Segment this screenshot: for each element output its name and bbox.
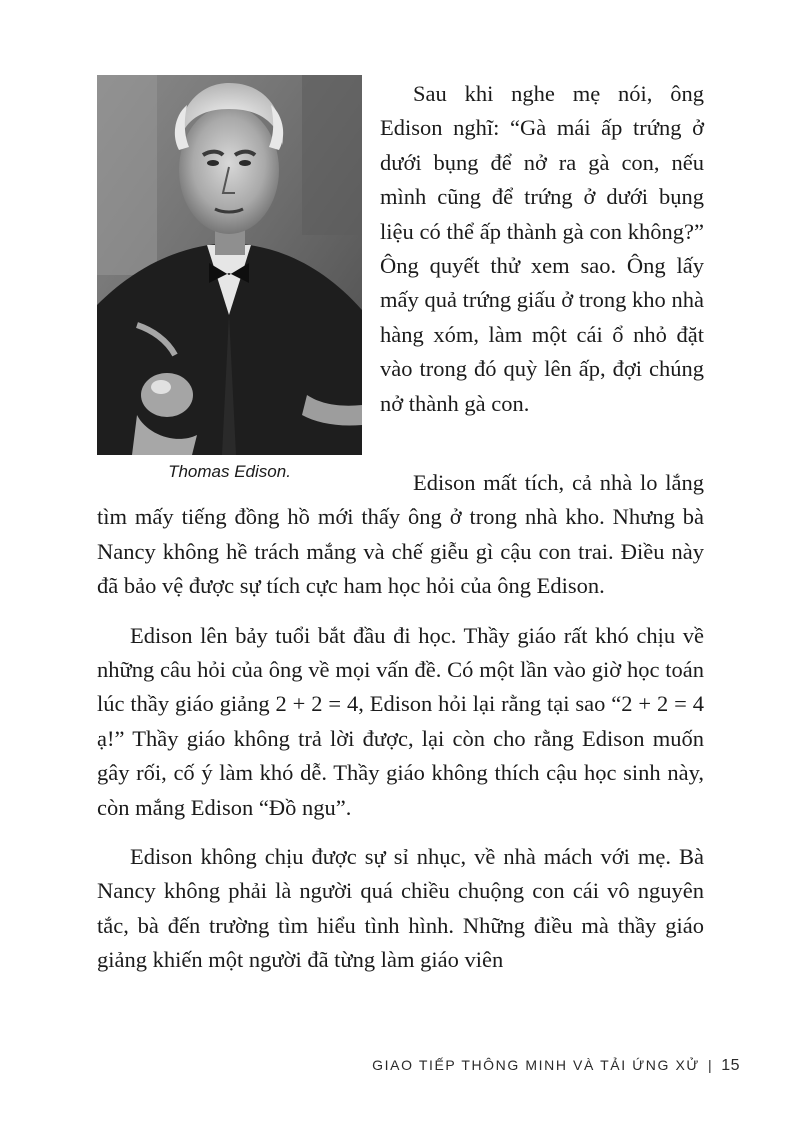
paragraph: Edison mất tích, cả nhà lo lắng tìm mấy tiếng đồng hồ mới thấy ông ở trong nhà kho. Nhưng bà Nancy không hề trách mắng và chế giễu gì cậu con trai. Điều này đã bảo vệ được sự tích cực ham học hỏi của ông Edison. [97,470,704,599]
footer-separator: | [707,1057,714,1073]
side-text-column [380,77,704,421]
portrait-photo [97,75,362,455]
paragraph: Sau khi nghe mẹ nói, ông Edison nghĩ: “Gà mái ấp trứng ở dưới bụng để nở ra gà con, nếu mình cũng để trứng ở dưới bụng liệu có thể ấp thành gà con không?” Ông quyết thử xem sao. Ông lấy mấy quả trứng giấu ở trong kho nhà hàng xóm, làm một cái ổ nhỏ đặt vào trong đó quỳ lên ấp, đợi chúng nở thành gà con. [380,81,704,416]
paragraph: Edison không chịu được sự sỉ nhục, về nhà mách với mẹ. Bà Nancy không phải là người quá chiều chuộng con cái vô nguyên tắc, bà đến trường tìm hiểu tình hình. Những điều mà thầy giáo giảng khiến một người đã từng làm giáo viên [97,844,704,973]
page-footer [300,1057,740,1075]
paragraph: Edison lên bảy tuổi bắt đầu đi học. Thầy giáo rất khó chịu về những câu hỏi của ông về mọi vấn đề. Có một lần vào giờ học toán lúc thầy giáo giảng 2 + 2 = 4, Edison hỏi lại rằng tại sao “2 + 2 = 4 ạ!” Thầy giáo không trả lời được, lại còn cho rằng Edison muốn gây rối, cố ý làm khó dễ. Thầy giáo không thích cậu học sinh này, còn mắng Edison “Đồ ngu”. [97,622,704,820]
figure-caption: Thomas Edison. [168,462,291,481]
main-text-column [97,466,704,993]
running-title: GIAO TIẾP THÔNG MINH VÀ TẢI ỨNG XỬ [372,1057,700,1073]
page-number: 15 [721,1057,740,1074]
portrait-image [97,75,362,455]
